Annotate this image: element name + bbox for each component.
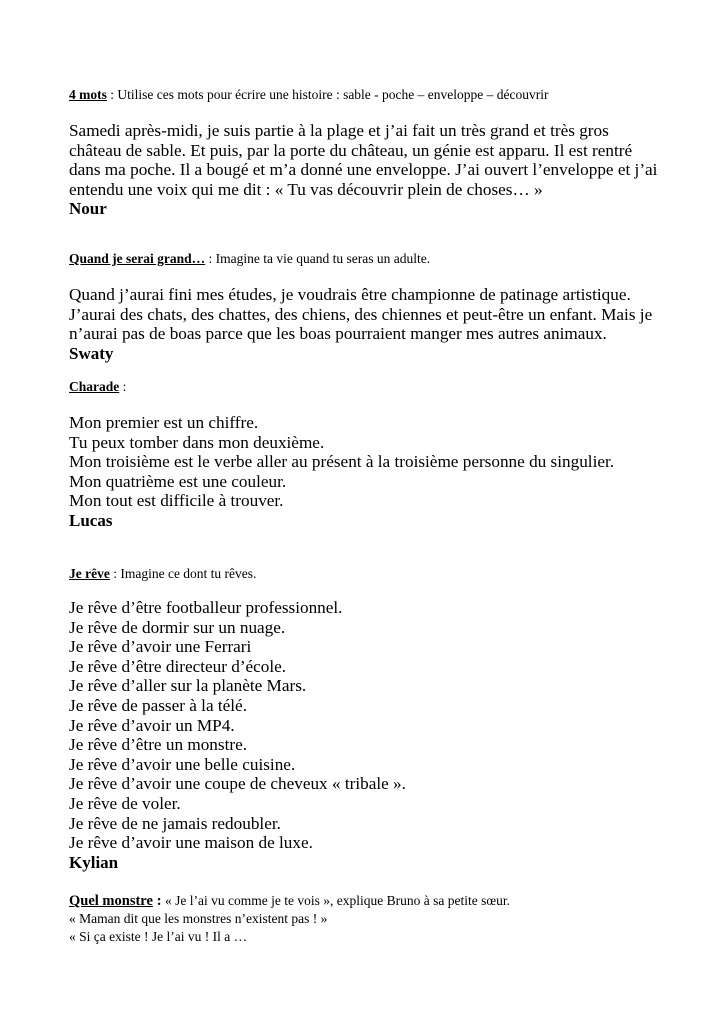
text-line: Je rêve d’être footballeur professionnel. bbox=[69, 598, 343, 617]
text-line: « Je l’ai vu comme je te vois », explique Bruno à sa petite sœur. bbox=[161, 893, 510, 908]
text-line: Mon troisième est le verbe aller au présent à la troisième personne du singulier. bbox=[69, 452, 615, 472]
text-line: Je rêve de dormir sur un nuage. bbox=[69, 617, 286, 637]
text-line: Je rêve de passer à la télé. bbox=[69, 695, 247, 715]
story-swaty bbox=[69, 285, 652, 364]
text-line: Je rêve d’avoir une coupe de cheveux « tribale ». bbox=[69, 774, 406, 794]
prompt-title: Quel monstre bbox=[69, 893, 153, 909]
prompt-4-mots bbox=[69, 86, 549, 104]
story-nour bbox=[69, 121, 657, 219]
text-line: château de sable. Et puis, par la porte du château, un génie est apparu. Il est rentré bbox=[69, 140, 633, 160]
author-name: Nour bbox=[69, 199, 107, 219]
text-line: Tu peux tomber dans mon deuxième. bbox=[69, 432, 325, 452]
prompt-title: 4 mots bbox=[69, 87, 107, 102]
prompt-title: Quand je serai grand… bbox=[69, 251, 206, 266]
prompt-charade bbox=[69, 378, 126, 396]
prompt-colon: : bbox=[152, 893, 162, 909]
author-name: Lucas bbox=[69, 510, 113, 530]
text-line: « Maman dit que les monstres n’existent pas ! » bbox=[69, 911, 328, 926]
prompt-title: Je rêve bbox=[69, 566, 110, 581]
text-line: Mon premier est un chiffre. bbox=[69, 413, 259, 432]
text-line: Je rêve d’avoir un MP4. bbox=[69, 715, 235, 735]
prompt-je-reve bbox=[69, 565, 256, 583]
text-line: Je rêve d’être un monstre. bbox=[69, 735, 248, 755]
text-line: n’aurai pas de boas parce que les boas pourraient manger mes autres animaux. bbox=[69, 324, 607, 344]
text-line: dans ma poche. Il a bougé et m’a donné une enveloppe. J’ai ouvert l’enveloppe et j’ai bbox=[69, 160, 658, 180]
text-line: Je rêve d’aller sur la planète Mars. bbox=[69, 676, 307, 696]
text-line: « Si ça existe ! Je l’ai vu ! Il a … bbox=[69, 929, 248, 944]
charade-lucas bbox=[69, 413, 614, 531]
text-line: Mon tout est difficile à trouver. bbox=[69, 491, 284, 511]
text-line: Je rêve d’être directeur d’école. bbox=[69, 656, 287, 676]
prompt-quel-monstre bbox=[69, 892, 510, 946]
text-line: Samedi après-midi, je suis partie à la plage et j’ai fait un très grand et très gros bbox=[69, 121, 609, 140]
text-line: Mon quatrième est une couleur. bbox=[69, 471, 287, 491]
text-line: Je rêve de ne jamais redoubler. bbox=[69, 813, 281, 833]
prompt-instruction: : Utilise ces mots pour écrire une histoire : sable - poche – enveloppe – découvrir bbox=[106, 87, 549, 102]
prompt-instruction: : Imagine ce dont tu rêves. bbox=[109, 566, 257, 581]
prompt-instruction: : Imagine ta vie quand tu seras un adulte. bbox=[205, 251, 431, 266]
author-name: Swaty bbox=[69, 343, 114, 363]
text-line: Je rêve d’avoir une belle cuisine. bbox=[69, 754, 296, 774]
prompt-instruction: : bbox=[119, 379, 127, 394]
text-line: Je rêve d’avoir une maison de luxe. bbox=[69, 833, 313, 853]
text-line: Quand j’aurai fini mes études, je voudrais être championne de patinage artistique. bbox=[69, 285, 631, 304]
text-line: Je rêve de voler. bbox=[69, 793, 181, 813]
prompt-title: Charade bbox=[69, 379, 120, 394]
text-line: Je rêve d’avoir une Ferrari bbox=[69, 637, 252, 657]
text-line: entendu une voix qui me dit : « Tu vas découvrir plein de choses… » bbox=[69, 179, 543, 199]
text-line: J’aurai des chats, des chattes, des chiens, des chiennes et peut-être un enfant. Mais je bbox=[69, 304, 653, 324]
prompt-quand-je-serai-grand bbox=[69, 250, 430, 268]
dreams-kylian bbox=[69, 598, 406, 873]
author-name: Kylian bbox=[69, 852, 119, 872]
